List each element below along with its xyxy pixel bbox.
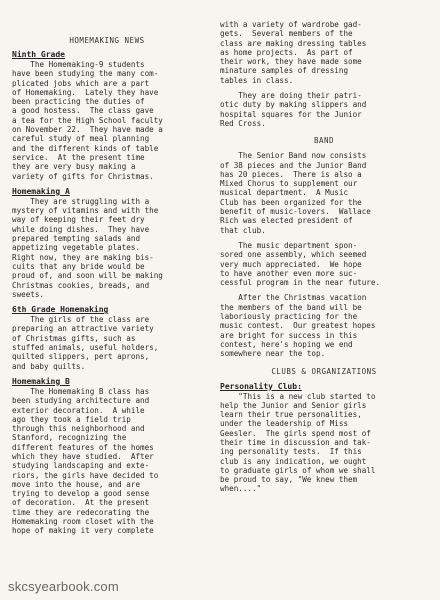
personality-club-heading: Personality Club: [220,381,302,391]
homemaking-b-text: The Homemaking B class has been studying architecture and exterior decoration. A while ago they took a field trip through this neighborhood and Stanford, recognizing the different features of the homes which they have studied. After studying landscaping and exte- riors, the girls have decided to move into the house, and are trying to develop a good sense of decoration. At the present time they are redecorating the Homemaking room closet with the hope of making it very complete [12,386,159,536]
clubs-heading: CLUBS & ORGANIZATIONS [271,366,377,376]
band-paragraph-1: The Senior Band now consists of 38 pieces and the Junior Band has 20 pieces. There is also a Mixed Chorus to supplement our musical department. A Music Club has been organized for the benefit of music-lovers. Wallace Rich was elected president of that club. [220,151,371,235]
ninth-grade-text: The Homemaking-9 students have been studying the many com- plicated jobs which are a part of Homemaking. Lately they have been practicing the duties of a good hostess. The class gave a tea for the High School faculty on November 22. They have made a careful study of meal planning and the different kinds of table service. At the present time they are very busy making a variety of gifts for Christmas. [12,60,163,181]
homemaking-a-heading: Homemaking A [12,186,70,196]
homemaking-a-text: They are struggling with a mystery of vitamins and with the way of keeping their feet dry while doing dishes. They have prepared tempting salads and appetizing vegetable plates. Right now, they are making bis- cuits that any bride would be proud of, and soon will be making Christmas cookies, breads, and sweets. [12,196,163,299]
sixth-grade-heading: 6th Grade Homemaking [12,305,109,315]
band-paragraph-2: The music department spon- sored one assembly, which seemed very much appreciated. We hope to have another even more suc- cessful program in the near future. [220,240,381,288]
patriotic-duty-text: They are doing their patri- otic duty by making slippers and hospital squares for the Junior Red Cross. [220,91,367,128]
right-column [220,20,428,500]
site-watermark: skcsyearbook.com [8,579,119,594]
homemaking-news-title: HOMEMAKING NEWS [69,36,145,45]
homemaking-b-heading: Homemaking B [12,376,70,386]
left-column [12,36,202,542]
sixth-grade-text: The girls of the class are preparing an attractive variety of Christmas gifts, such as stuffed animals, useful holders, quilted slippers, pert aprons, and baby quilts. [12,315,159,371]
band-paragraph-3: After the Christmas vacation the members of the band will be laboriously practicing for the music contest. Our greatest hopes are bright for success in this contest, here's hoping we end somewhere near the top. [220,293,376,359]
ninth-grade-heading: Ninth Grade [12,50,65,59]
band-heading: BAND [313,136,335,146]
homemaking-b-continuation: with a variety of wardrobe gad- gets. Several members of the class are making dressing tables as home projects. As part of their work, they have made some minature samples of dressing tables in class. [220,20,367,85]
personality-club-text: "This is a new club started to help the Junior and Senior girls learn their true personalities, under the leadership of Miss Geesler. The girls spend most of their time in discussion and tak- ing personality tests. If this club is any indication, we ought to graduate girls of whom we shall be proud to say, "We knew them when...." [220,391,376,494]
